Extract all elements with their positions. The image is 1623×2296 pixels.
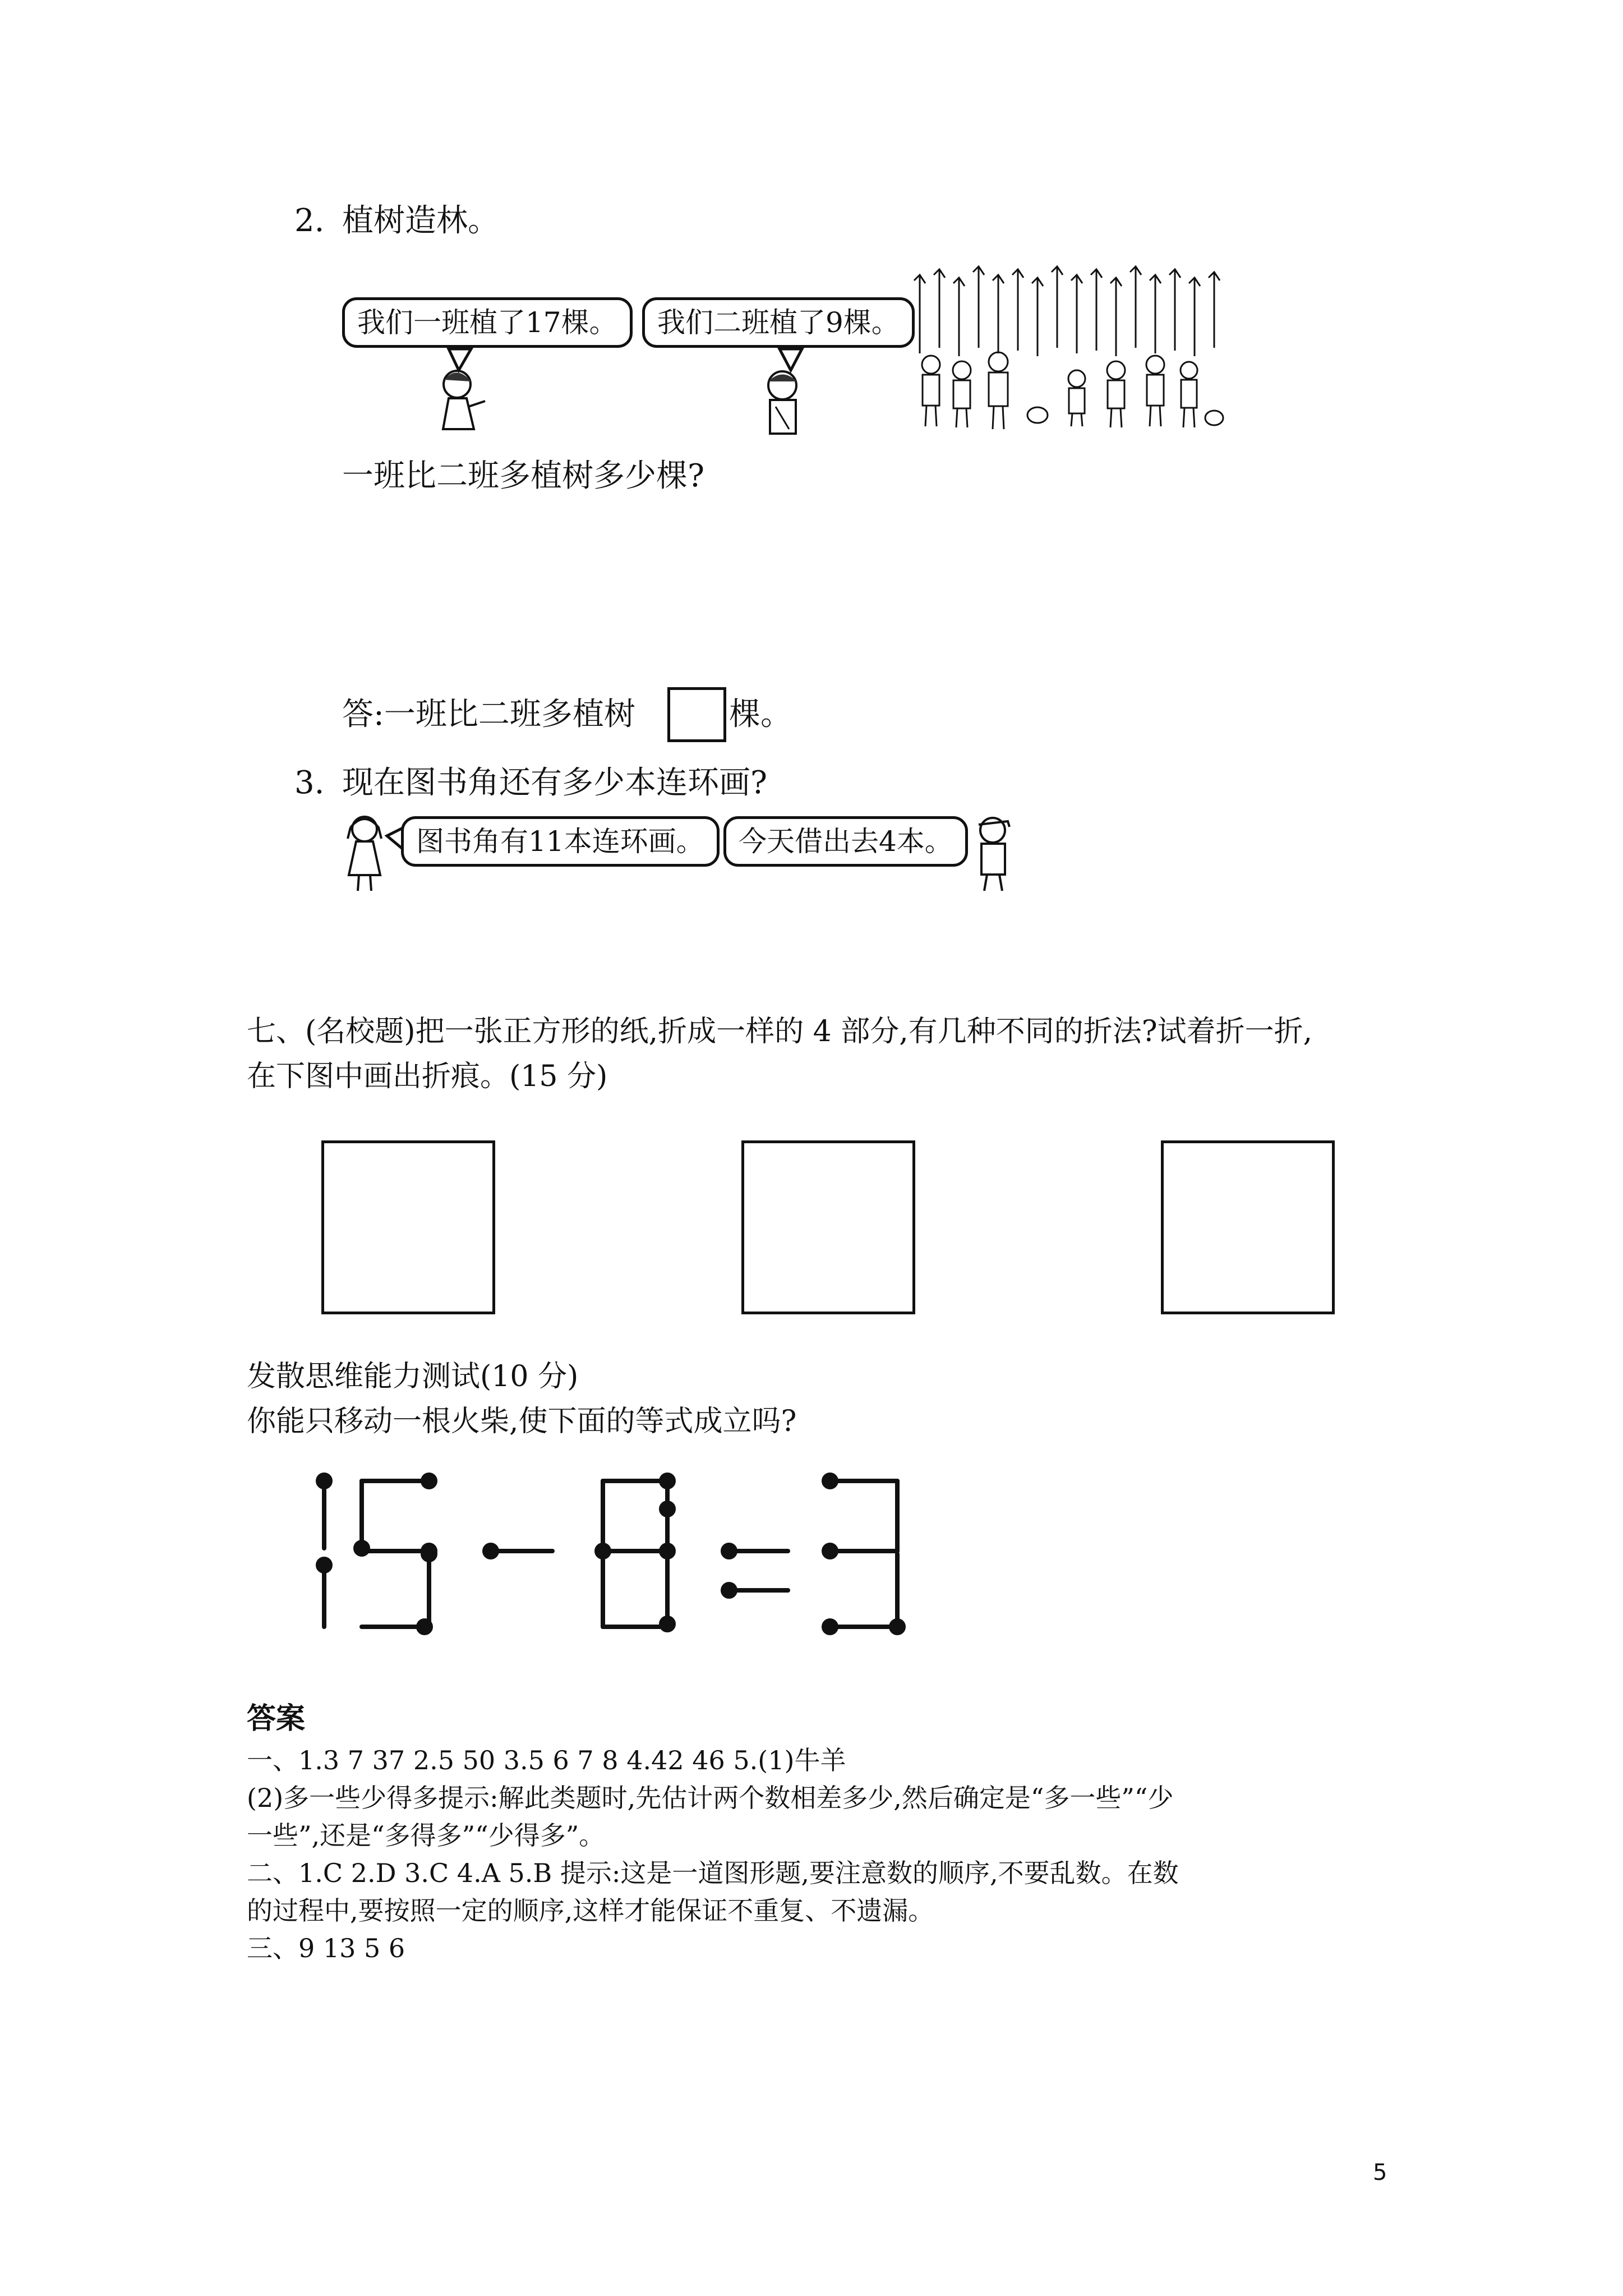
matchstick-digit-5 (356, 1475, 435, 1633)
q3-title: 现在图书角还有多少本连环画? (342, 765, 768, 801)
q2-number: 2. (294, 203, 325, 239)
matchstick-digit-3 (824, 1475, 903, 1633)
matchstick-digit-1 (318, 1475, 330, 1627)
q2-answer-suffix: 棵。 (729, 696, 792, 733)
section7-line1: 七、(名校题)把一张正方形的纸,折成一样的 4 部分,有几种不同的折法?试着折一折, (247, 1015, 1313, 1048)
q2-title: 植树造林。 (342, 203, 499, 239)
answers-line-4: 二、1.C 2.D 3.C 4.A 5.B 提示:这是一道图形题,要注意数的顺序,不要乱数。在数 (247, 1858, 1179, 1888)
answers-heading: 答案 (247, 1702, 306, 1736)
matchstick-digit-8 (597, 1475, 674, 1630)
q3-number: 3. (294, 765, 325, 801)
speech-bubble-books: 图书角有11本连环画。 (401, 816, 720, 867)
section7-line2: 在下图中画出折痕。(15 分) (247, 1060, 608, 1093)
speech-bubble-borrowed: 今天借出去4本。 (723, 816, 968, 867)
speech-bubble-class1: 我们一班植了17棵。 (342, 297, 633, 348)
speech-bubble-class2: 我们二班植了9棵。 (642, 297, 915, 348)
answers-line-3: 一些”,还是“多得多”“少得多”。 (247, 1820, 605, 1851)
q2-question: 一班比二班多植树多少棵? (342, 458, 705, 494)
answers-line-5: 的过程中,要按照一定的顺序,这样才能保证不重复、不遗漏。 (247, 1895, 934, 1926)
matchstick-equals (723, 1545, 788, 1596)
answers-line-6: 三、9 13 5 6 (247, 1933, 405, 1963)
page-number: 5 (1373, 2160, 1387, 2185)
answers-line-2: (2)多一些少得多提示:解此类题时,先估计两个数相差多少,然后确定是“多一些”“少 (247, 1783, 1174, 1813)
answers-line-1: 一、1.3 7 37 2.5 50 3.5 6 7 8 4.42 46 5.(1)牛羊 (247, 1745, 846, 1775)
matchstick-minus (485, 1545, 552, 1557)
divergent-title: 发散思维能力测试(10 分) (247, 1360, 579, 1393)
divergent-question: 你能只移动一根火柴,使下面的等式成立吗? (247, 1405, 797, 1438)
q2-answer-prefix: 答:一班比二班多植树 (342, 696, 635, 733)
